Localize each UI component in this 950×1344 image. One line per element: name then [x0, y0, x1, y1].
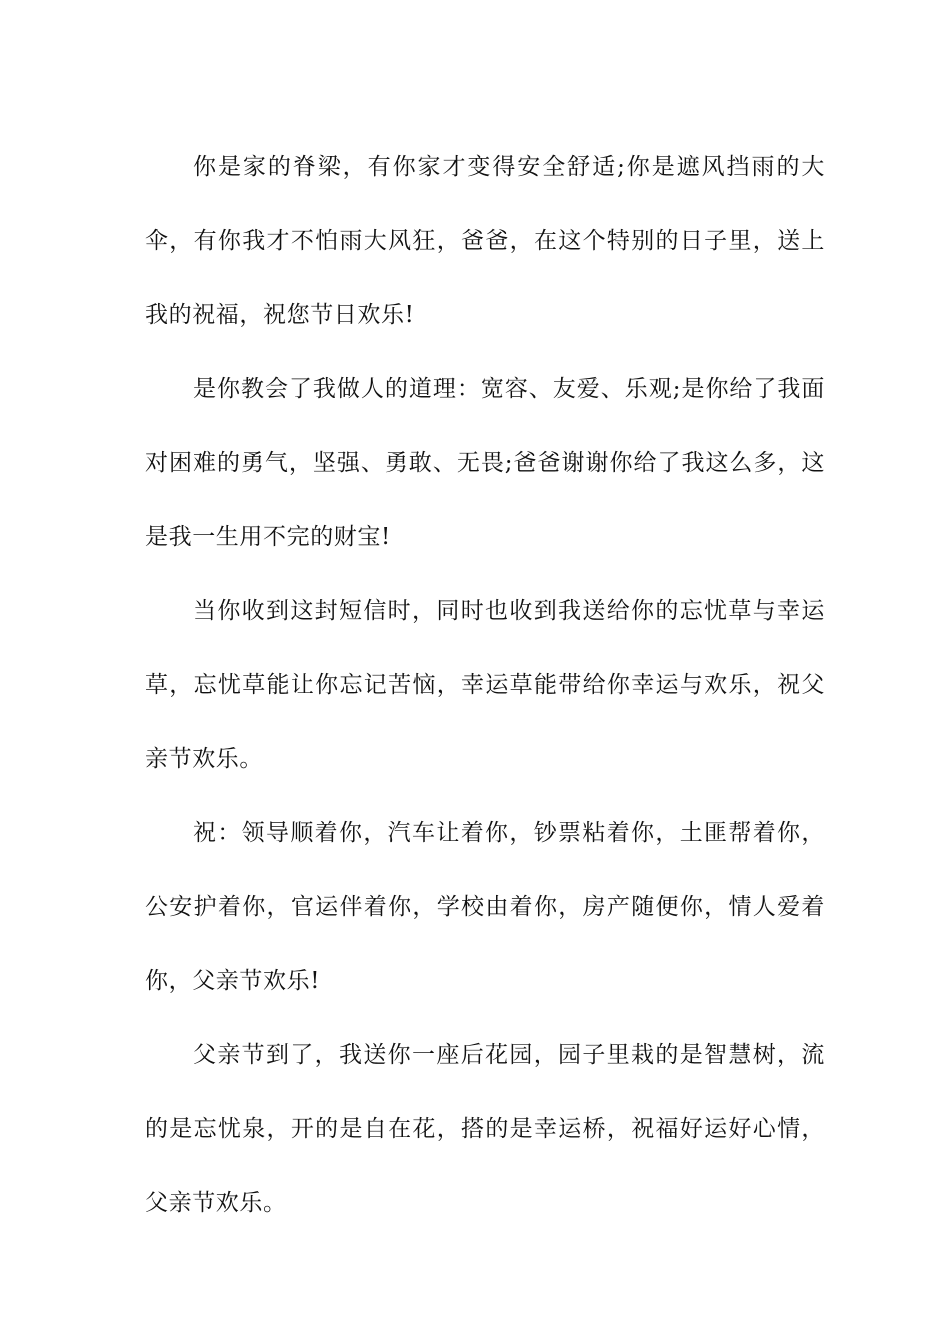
paragraph-4: 祝：领导顺着你，汽车让着你，钞票粘着你，土匪帮着你，公安护着你，官运伴着你，学校由着你，房产随便你，情人爱着你，父亲节欢乐! [145, 820, 825, 994]
paragraph-2: 是你教会了我做人的道理：宽容、友爱、乐观;是你给了我面对困难的勇气，坚强、勇敢、无畏;爸爸谢谢你给了我这么多，这是我一生用不完的财宝! [145, 376, 825, 550]
paragraph-1: 你是家的脊梁，有你家才变得安全舒适;你是遮风挡雨的大伞，有你我才不怕雨大风狂，爸爸，在这个特别的日子里，送上我的祝福，祝您节日欢乐! [145, 154, 825, 328]
paragraph-5: 父亲节到了，我送你一座后花园，园子里栽的是智慧树，流的是忘忧泉，开的是自在花，搭的是幸运桥，祝福好运好心情，父亲节欢乐。 [145, 1042, 825, 1216]
document-body [145, 130, 825, 1240]
paragraph-3: 当你收到这封短信时，同时也收到我送给你的忘忧草与幸运草，忘忧草能让你忘记苦恼，幸运草能带给你幸运与欢乐，祝父亲节欢乐。 [145, 598, 825, 772]
